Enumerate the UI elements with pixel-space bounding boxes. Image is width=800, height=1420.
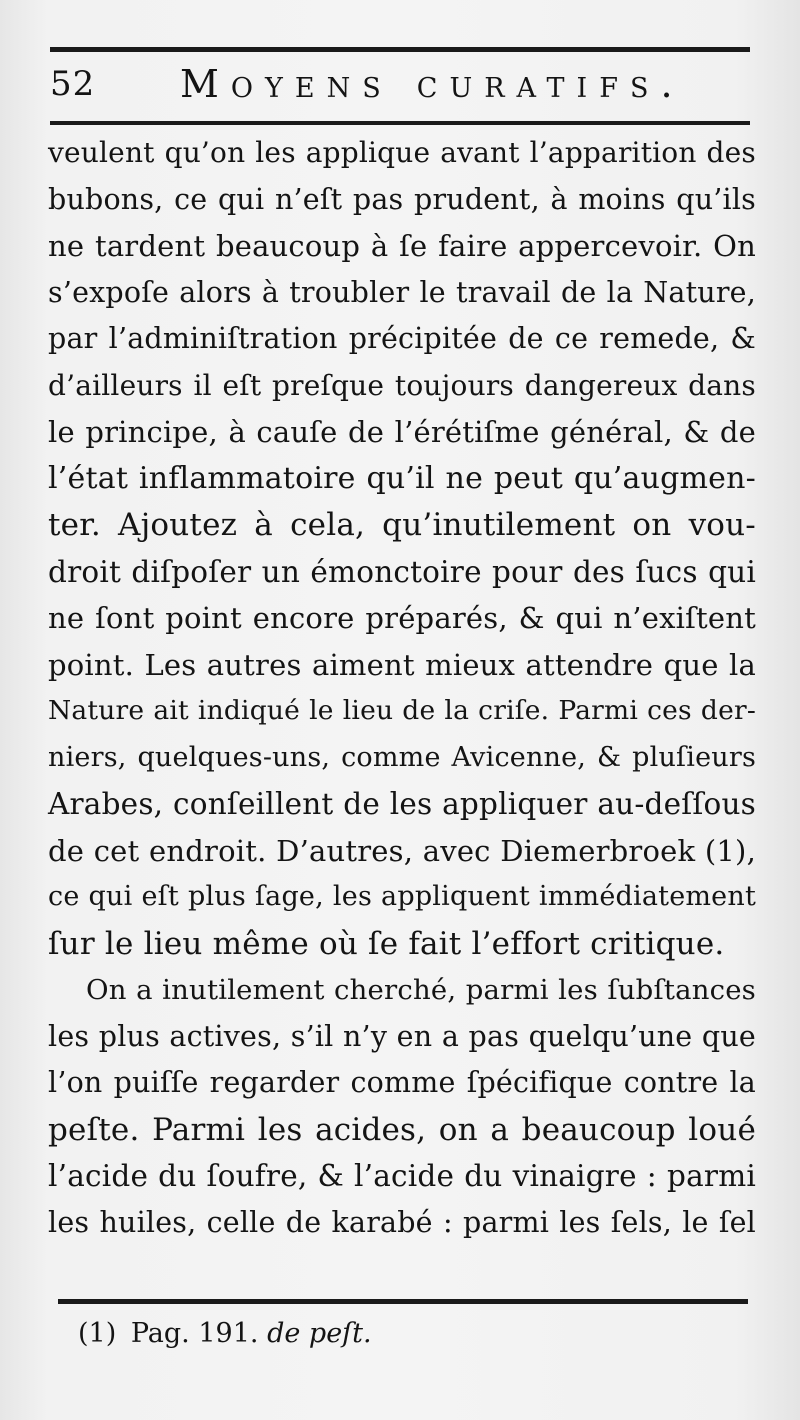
text-line: le principe, à cauſe de l’érétiſme général, & de xyxy=(48,415,756,449)
text-line: s’expoſe alors à troubler le travail de la Nature, xyxy=(48,275,756,309)
page-number: 52 xyxy=(50,64,96,104)
text-line: ce qui eſt plus ſage, les appliquent immédiatement xyxy=(48,881,756,912)
text-line: l’on puiſſe regarder comme ſpécifique contre la xyxy=(48,1066,756,1099)
text-line: peſte. Parmi les acides, on a beaucoup loué xyxy=(48,1111,756,1148)
footnote-marker: (1) xyxy=(78,1318,117,1349)
text-line: ter. Ajoutez à cela, qu’inutilement on vou- xyxy=(48,507,756,543)
text-line: veulent qu’on les applique avant l’apparition des xyxy=(48,136,756,169)
footnote-italic: de peſt. xyxy=(267,1318,372,1349)
header-rule-top xyxy=(50,47,750,52)
text-line: l’acide du ſoufre, & l’acide du vinaigre : parmi xyxy=(48,1159,756,1193)
footnote-rule xyxy=(58,1299,748,1304)
text-line: ne tardent beaucoup à ſe faire appercevoir. On xyxy=(48,229,756,263)
text-line: de cet endroit. D’autres, avec Diemerbroek (1), xyxy=(48,833,756,868)
text-line: d’ailleurs il eſt preſque toujours dangereux dans xyxy=(48,368,756,402)
footnote-text: Pag. 191. xyxy=(130,1318,259,1349)
text-line: droit diſpoſer un émonctoire pour des ſucs qui xyxy=(48,554,756,589)
text-line: l’état inflammatoire qu’il ne peut qu’augmen- xyxy=(48,460,756,496)
text-line: Arabes, conſeillent de les appliquer au-deſſous xyxy=(48,787,756,821)
text-line: niers, quelques-uns, comme Avicenne, & pluſieurs xyxy=(48,741,756,773)
text-line: Nature ait indiqué le lieu de la criſe. Parmi ces der- xyxy=(48,695,756,726)
header-rule-bottom xyxy=(50,121,750,125)
body-text xyxy=(48,130,756,1246)
text-line: ne ſont point encore préparés, & qui n’exiſtent xyxy=(48,601,756,635)
text-line: bubons, ce qui n’eſt pas prudent, à moins qu’ils xyxy=(48,182,756,216)
running-title: Moyens curatifs. xyxy=(180,62,685,106)
running-head xyxy=(50,62,750,112)
text-line: On a inutilement cherché, parmi les ſubſtances xyxy=(86,974,756,1006)
footnote xyxy=(78,1318,372,1349)
text-line: point. Les autres aiment mieux attendre que la xyxy=(48,647,756,682)
text-line: les huiles, celle de karabé : parmi les ſels, le ſel xyxy=(48,1205,756,1239)
text-line: par l’adminiſtration précipitée de ce remede, & xyxy=(48,322,756,355)
text-line: ſur le lieu même où ſe fait l’effort critique. xyxy=(48,925,725,962)
text-line: les plus actives, s’il n’y en a pas quelqu’une que xyxy=(48,1019,756,1053)
